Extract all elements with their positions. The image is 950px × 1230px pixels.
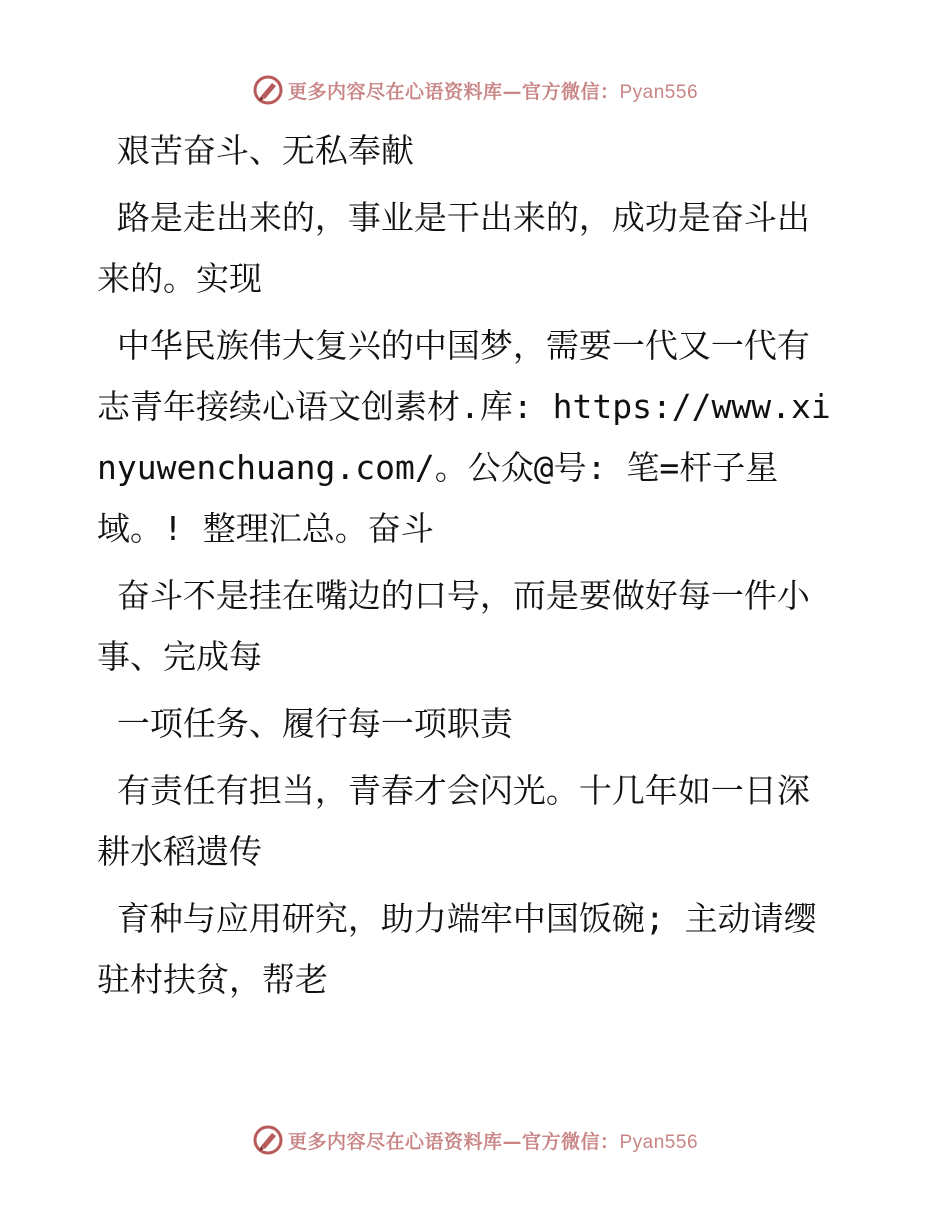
footer-banner-text [288, 1127, 698, 1154]
header-banner-id: Pyan556 [619, 81, 699, 103]
paragraph-2: 路是走出来的，事业是干出来的，成功是奋斗出来的。实现 [97, 198, 810, 298]
paragraph-4: 奋斗不是挂在嘴边的口号，而是要做好每一件小事、完成每 [97, 576, 810, 676]
paragraph-6: 有责任有担当，青春才会闪光。十几年如一日深耕水稻遗传 [97, 771, 810, 871]
paragraph-1: 艰苦奋斗、无私奉献 [97, 131, 414, 170]
header-banner [0, 70, 950, 110]
footer-banner [0, 1120, 950, 1160]
pen-nib-logo-icon [252, 74, 284, 106]
document-body [97, 120, 837, 1016]
header-banner-text [288, 77, 698, 104]
paragraph-5: 一项任务、履行每一项职责 [97, 704, 513, 743]
header-banner-label: 更多内容尽在心语资料库—官方微信： [287, 80, 620, 103]
paragraph-7: 育种与应用研究，助力端牢中国饭碗; 主动请缨驻村扶贫，帮老 [97, 899, 817, 999]
footer-banner-label: 更多内容尽在心语资料库—官方微信： [287, 1130, 620, 1153]
pen-nib-logo-icon [252, 1124, 284, 1156]
paragraph-3: 中华民族伟大复兴的中国梦，需要一代又一代有志青年接续心语文创素材.库: https://www.xinyuwenchuang.com/。公众@号: 笔=杆子星域。! 整理汇总。奋斗 [97, 326, 831, 548]
footer-banner-id: Pyan556 [619, 1131, 699, 1153]
